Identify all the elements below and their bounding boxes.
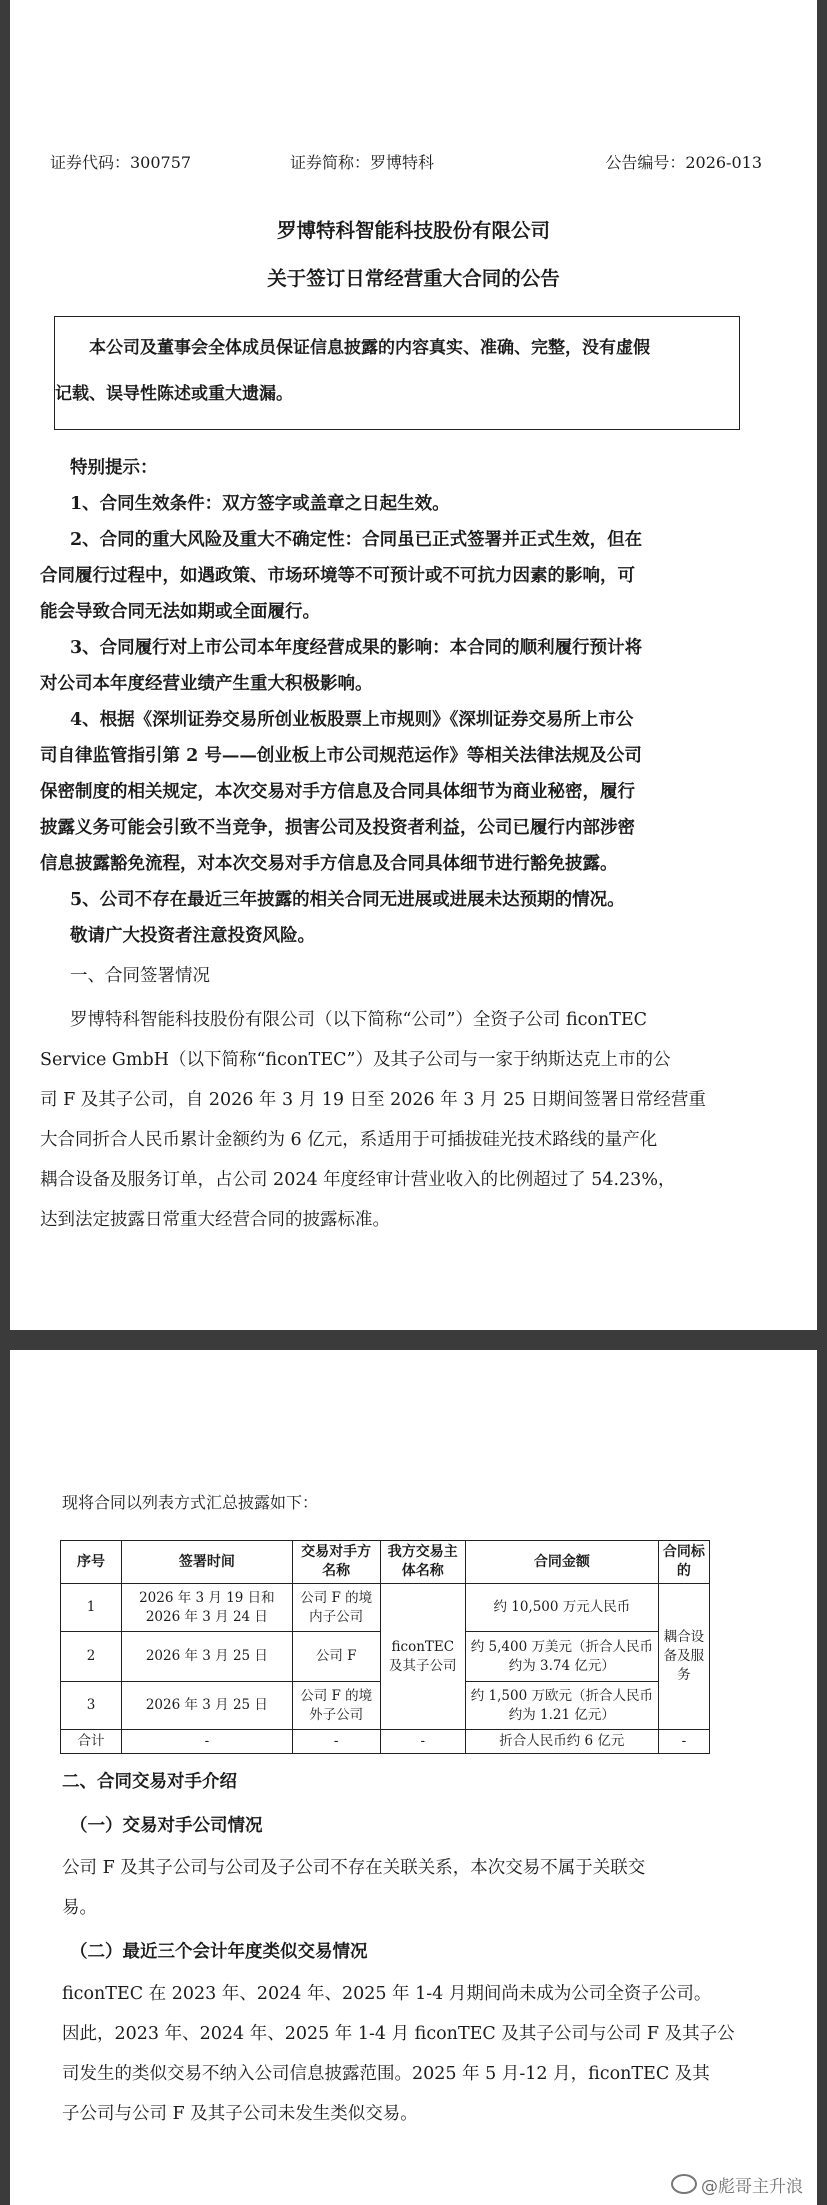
tip-line: 2、合同的重大风险及重大不确定性：合同虽已正式签署并正式生效，但在 bbox=[70, 530, 643, 550]
weibo-icon bbox=[671, 2174, 697, 2194]
sign-date: 2026 年 3 月 25 日 bbox=[121, 1632, 292, 1682]
watermark bbox=[671, 2172, 803, 2197]
row-number: 3 bbox=[61, 1682, 122, 1730]
section-1-line: 罗博特科智能科技股份有限公司（以下简称“公司”）全资子公司 ficonTEC bbox=[70, 1010, 648, 1030]
total-date: - bbox=[121, 1730, 292, 1754]
table-header-row bbox=[61, 1541, 710, 1584]
tip-line: 3、合同履行对上市公司本年度经营成果的影响：本合同的顺利履行预计将 bbox=[70, 638, 643, 658]
section-2-line: 易。 bbox=[62, 1898, 97, 1918]
notice-box bbox=[54, 316, 740, 430]
notice-line-2: 记载、误导性陈述或重大遗漏。 bbox=[55, 384, 293, 404]
tip-line: 4、根据《深圳证券交易所创业板股票上市规则》《深圳证券交易所上市公 bbox=[70, 710, 634, 730]
stock-name: 证券简称：罗博特科 bbox=[290, 153, 435, 172]
row-number: 2 bbox=[61, 1632, 122, 1682]
section-2-line: ficonTEC 在 2023 年、2024 年、2025 年 1-4 月期间尚未成为公司全资子公司。 bbox=[62, 1984, 712, 2004]
tip-line: 司自律监管指引第 2 号——创业板上市公司规范运作》等相关法律法规及公司 bbox=[40, 746, 642, 766]
our-entity: ficonTEC 及其子公司 bbox=[380, 1584, 465, 1730]
column-header: 交易对手方名称 bbox=[292, 1541, 380, 1584]
document-title: 关于签订日常经营重大合同的公告 bbox=[267, 267, 560, 290]
tip-line: 信息披露豁免流程，对本次交易对手方信息及合同具体细节进行豁免披露。 bbox=[40, 854, 618, 874]
table-row bbox=[61, 1584, 710, 1632]
contract-subject: 耦合设备及服务 bbox=[658, 1584, 709, 1730]
column-header: 序号 bbox=[61, 1541, 122, 1584]
row-number: 1 bbox=[61, 1584, 122, 1632]
total-label: 合计 bbox=[61, 1730, 122, 1754]
tip-line: 1、合同生效条件：双方签字或盖章之日起生效。 bbox=[70, 494, 450, 514]
contract-amount: 约 1,500 万欧元（折合人民币约为 1.21 亿元） bbox=[465, 1682, 658, 1730]
tip-line: 5、公司不存在最近三年披露的相关合同无进展或进展未达预期的情况。 bbox=[70, 890, 625, 910]
section-1-heading: 一、合同签署情况 bbox=[70, 966, 210, 986]
total-entity: - bbox=[380, 1730, 465, 1754]
section-1-line: 耦合设备及服务订单，占公司 2024 年度经审计营业收入的比例超过了 54.23%， bbox=[40, 1170, 676, 1190]
document-page-1 bbox=[10, 0, 817, 1330]
total-party: - bbox=[292, 1730, 380, 1754]
section-2-sub1-heading: （一）交易对手公司情况 bbox=[70, 1816, 263, 1836]
tips-heading: 特别提示： bbox=[70, 458, 158, 478]
section-1-line: 大合同折合人民币累计金额约为 6 亿元，系适用于可插拔硅光技术路线的量产化 bbox=[40, 1130, 658, 1150]
stock-code: 证券代码：300757 bbox=[50, 153, 192, 172]
total-amount: 折合人民币约 6 亿元 bbox=[465, 1730, 658, 1754]
document-page-2 bbox=[10, 1350, 817, 2205]
contract-amount: 约 5,400 万美元（折合人民币约为 3.74 亿元） bbox=[465, 1632, 658, 1682]
section-2-line: 因此，2023 年、2024 年、2025 年 1-4 月 ficonTEC 及其子公司与公司 F 及其子公 bbox=[62, 2024, 735, 2044]
section-1-line: 达到法定披露日常重大经营合同的披露标准。 bbox=[40, 1210, 390, 1230]
company-name: 罗博特科智能科技股份有限公司 bbox=[276, 219, 550, 242]
section-1-line: 司 F 及其子公司，自 2026 年 3 月 19 日至 2026 年 3 月 25 日期间签署日常经营重 bbox=[40, 1090, 706, 1110]
contract-amount: 约 10,500 万元人民币 bbox=[465, 1584, 658, 1632]
sign-date: 2026 年 3 月 25 日 bbox=[121, 1682, 292, 1730]
tip-line: 能会导致合同无法如期或全面履行。 bbox=[40, 602, 320, 622]
section-1-line: Service GmbH（以下简称“ficonTEC”）及其子公司与一家于纳斯达克上市的公 bbox=[40, 1050, 671, 1070]
sign-date: 2026 年 3 月 19 日和 2026 年 3 月 24 日 bbox=[121, 1584, 292, 1632]
table-intro: 现将合同以列表方式汇总披露如下： bbox=[62, 1493, 319, 1512]
announcement-number: 公告编号：2026-013 bbox=[605, 153, 762, 172]
tip-line: 对公司本年度经营业绩产生重大积极影响。 bbox=[40, 674, 373, 694]
tip-line: 敬请广大投资者注意投资风险。 bbox=[70, 926, 315, 946]
tip-line: 披露义务可能会引致不当竞争，损害公司及投资者利益，公司已履行内部涉密 bbox=[40, 818, 635, 838]
watermark-text: @彪哥主升浪 bbox=[701, 2177, 803, 2197]
column-header: 合同标的 bbox=[658, 1541, 709, 1584]
section-2-line: 司发生的类似交易不纳入公司信息披露范围。2025 年 5 月-12 月，ficonTEC 及其 bbox=[62, 2064, 710, 2084]
tip-line: 合同履行过程中，如遇政策、市场环境等不可预计或不可抗力因素的影响，可 bbox=[40, 566, 635, 586]
counterparty: 公司 F 的境外子公司 bbox=[292, 1682, 380, 1730]
column-header: 合同金额 bbox=[465, 1541, 658, 1584]
section-2-heading: 二、合同交易对手介绍 bbox=[62, 1772, 237, 1792]
counterparty: 公司 F bbox=[292, 1632, 380, 1682]
tip-line: 保密制度的相关规定，本次交易对手方信息及合同具体细节为商业秘密，履行 bbox=[40, 782, 635, 802]
total-subject: - bbox=[658, 1730, 709, 1754]
section-2-sub2-heading: （二）最近三个会计年度类似交易情况 bbox=[70, 1942, 368, 1962]
section-2-line: 子公司与公司 F 及其子公司未发生类似交易。 bbox=[62, 2104, 418, 2124]
column-header: 签署时间 bbox=[121, 1541, 292, 1584]
contract-summary-table bbox=[60, 1540, 710, 1754]
table-total-row bbox=[61, 1730, 710, 1754]
column-header: 我方交易主体名称 bbox=[380, 1541, 465, 1584]
counterparty: 公司 F 的境内子公司 bbox=[292, 1584, 380, 1632]
section-2-line: 公司 F 及其子公司与公司及子公司不存在关联关系，本次交易不属于关联交 bbox=[62, 1858, 646, 1878]
notice-line-1: 本公司及董事会全体成员保证信息披露的内容真实、准确、完整，没有虚假 bbox=[89, 338, 650, 358]
